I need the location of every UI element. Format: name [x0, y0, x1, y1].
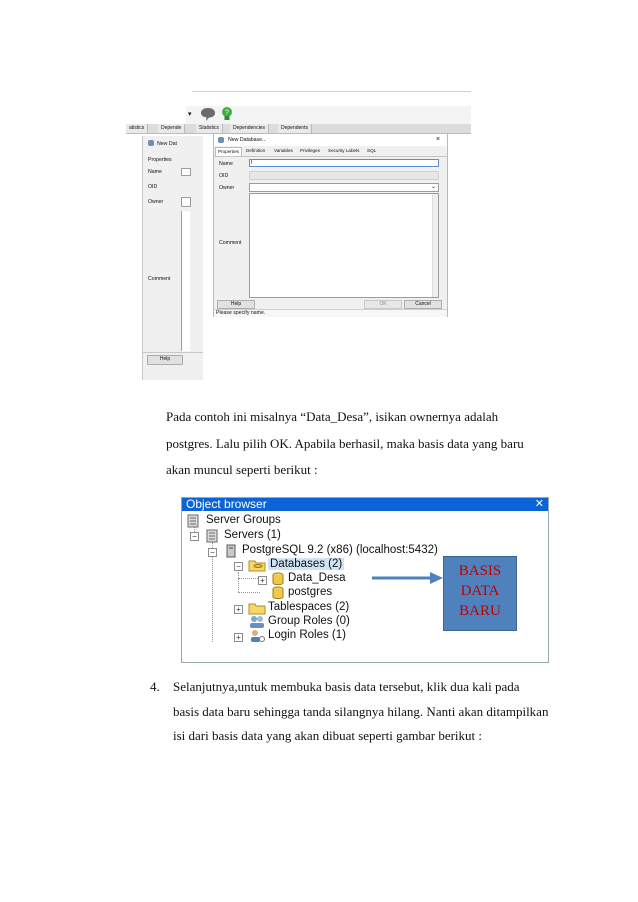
dropdown-arrow-icon[interactable]: ▾	[188, 111, 192, 118]
background-divider	[143, 352, 203, 353]
toolbar	[186, 106, 471, 124]
lightbulb-icon[interactable]	[220, 106, 234, 123]
comment-textarea[interactable]	[249, 193, 439, 298]
step4-line3: isi dari basis data yang akan dibuat seperti gambar berikut :	[173, 728, 483, 743]
elephant-icon	[218, 137, 224, 143]
collapse-icon[interactable]: −	[234, 562, 243, 571]
tree-guide	[238, 578, 260, 579]
tree-postgresql-server[interactable]: PostgreSQL 9.2 (x86) (localhost:5432)	[242, 544, 438, 556]
background-owner-input[interactable]	[181, 197, 191, 207]
speech-bubble-icon[interactable]	[200, 107, 216, 122]
dialog-title-bar	[214, 134, 447, 146]
comment-scrollbar[interactable]	[432, 194, 438, 297]
step4-line1: Selanjutnya,untuk membuka basis data tersebut, klik dua kali pada	[173, 679, 520, 694]
background-new-database-window	[142, 136, 203, 380]
background-properties-tab[interactable]: Properties	[148, 157, 172, 163]
expand-icon[interactable]: +	[234, 633, 243, 642]
dialog-title: New Database...	[228, 137, 267, 143]
status-text: Please specify name.	[216, 310, 266, 316]
tab-variables[interactable]: Variables	[274, 148, 293, 153]
object-browser-title: Object browser	[182, 498, 548, 511]
collapse-icon[interactable]: −	[190, 532, 199, 541]
background-oid-label: OID	[148, 184, 158, 190]
dialog-tab-bar	[214, 147, 447, 156]
tab-statistics-cut[interactable]: atistics	[126, 124, 148, 133]
databases-folder-icon	[248, 558, 266, 577]
background-owner-label: Owner	[148, 199, 164, 205]
new-database-screenshot	[126, 88, 471, 380]
servers-icon	[205, 529, 219, 548]
step4-number: 4.	[150, 679, 160, 694]
tree-login-roles[interactable]: Login Roles (1)	[268, 629, 346, 641]
chevron-down-icon[interactable]: ⌄	[430, 184, 436, 190]
callout-line3: BARU	[459, 603, 501, 619]
background-comment-label: Comment	[148, 276, 171, 282]
name-input[interactable]: I	[249, 159, 439, 167]
tab-sql[interactable]: SQL	[367, 148, 377, 153]
tab-dependents[interactable]: Dependents	[278, 124, 312, 133]
status-bar	[214, 309, 447, 317]
step4-line2: basis data baru sehingga tanda silangnya hilang. Nanti akan ditampilkan	[173, 704, 549, 719]
tree-servers[interactable]: Servers (1)	[224, 529, 281, 541]
owner-select[interactable]	[249, 183, 439, 192]
owner-label: Owner	[219, 185, 235, 191]
callout-line2: DATA	[460, 583, 500, 599]
tab-dependencies[interactable]: Dependencies	[230, 124, 269, 133]
svg-text:?: ?	[225, 109, 229, 117]
background-help-button[interactable]: Help	[147, 355, 183, 365]
ok-button[interactable]: OK	[364, 300, 402, 309]
basis-data-baru-callout	[443, 556, 517, 631]
tree-server-groups[interactable]: Server Groups	[206, 514, 281, 526]
background-name-label: Name	[148, 169, 162, 175]
tree-databases[interactable]: Databases (2)	[270, 558, 343, 570]
tab-dependencies-cut[interactable]: Depende	[158, 124, 185, 133]
new-database-dialog	[213, 133, 448, 317]
tree-guide	[238, 592, 260, 593]
paragraph1-line3: akan muncul seperti berikut :	[166, 462, 318, 477]
tree-tablespaces[interactable]: Tablespaces (2)	[268, 601, 350, 613]
paragraph1-line2: postgres. Lalu pilih OK. Apabila berhasil, maka basis data yang baru	[166, 436, 524, 451]
tab-definition[interactable]: Definition	[246, 148, 266, 153]
callout-line1: BASIS	[458, 563, 502, 579]
server-icon	[225, 544, 237, 563]
oid-input	[249, 171, 439, 180]
help-button[interactable]: Help	[217, 300, 255, 309]
background-name-input[interactable]	[181, 168, 191, 176]
background-window-title: New Dat	[157, 141, 177, 147]
close-icon[interactable]: ×	[436, 136, 441, 143]
tree-guide	[238, 572, 239, 592]
login-roles-icon	[248, 629, 266, 648]
toolbar-top-line	[192, 91, 471, 92]
tree-postgres-db[interactable]: postgres	[288, 586, 333, 598]
background-comment-area[interactable]	[181, 211, 190, 351]
cancel-button[interactable]: Cancel	[404, 300, 442, 309]
tree-group-roles[interactable]: Group Roles (0)	[268, 615, 350, 627]
close-icon[interactable]: ✕	[534, 498, 544, 510]
tab-divider	[214, 156, 447, 157]
comment-label: Comment	[219, 240, 242, 246]
tree-data-desa[interactable]: Data_Desa	[288, 572, 346, 584]
expand-icon[interactable]: +	[234, 605, 243, 614]
elephant-icon	[148, 140, 154, 146]
tab-properties[interactable]: Properties	[215, 147, 242, 156]
oid-label: OID	[219, 173, 229, 179]
expand-icon[interactable]: +	[258, 576, 267, 585]
tab-security-labels[interactable]: Security Labels	[328, 148, 360, 153]
arrow-right-icon	[372, 571, 444, 585]
name-label: Name	[219, 161, 233, 167]
server-groups-icon	[186, 514, 200, 533]
tree-guide	[212, 542, 213, 642]
tab-statistics[interactable]: Statistics	[196, 124, 223, 133]
tab-privileges[interactable]: Privileges	[300, 148, 320, 153]
collapse-icon[interactable]: −	[208, 548, 217, 557]
paragraph1-line1: Pada contoh ini misalnya “Data_Desa”, isikan ownernya adalah	[166, 409, 499, 424]
